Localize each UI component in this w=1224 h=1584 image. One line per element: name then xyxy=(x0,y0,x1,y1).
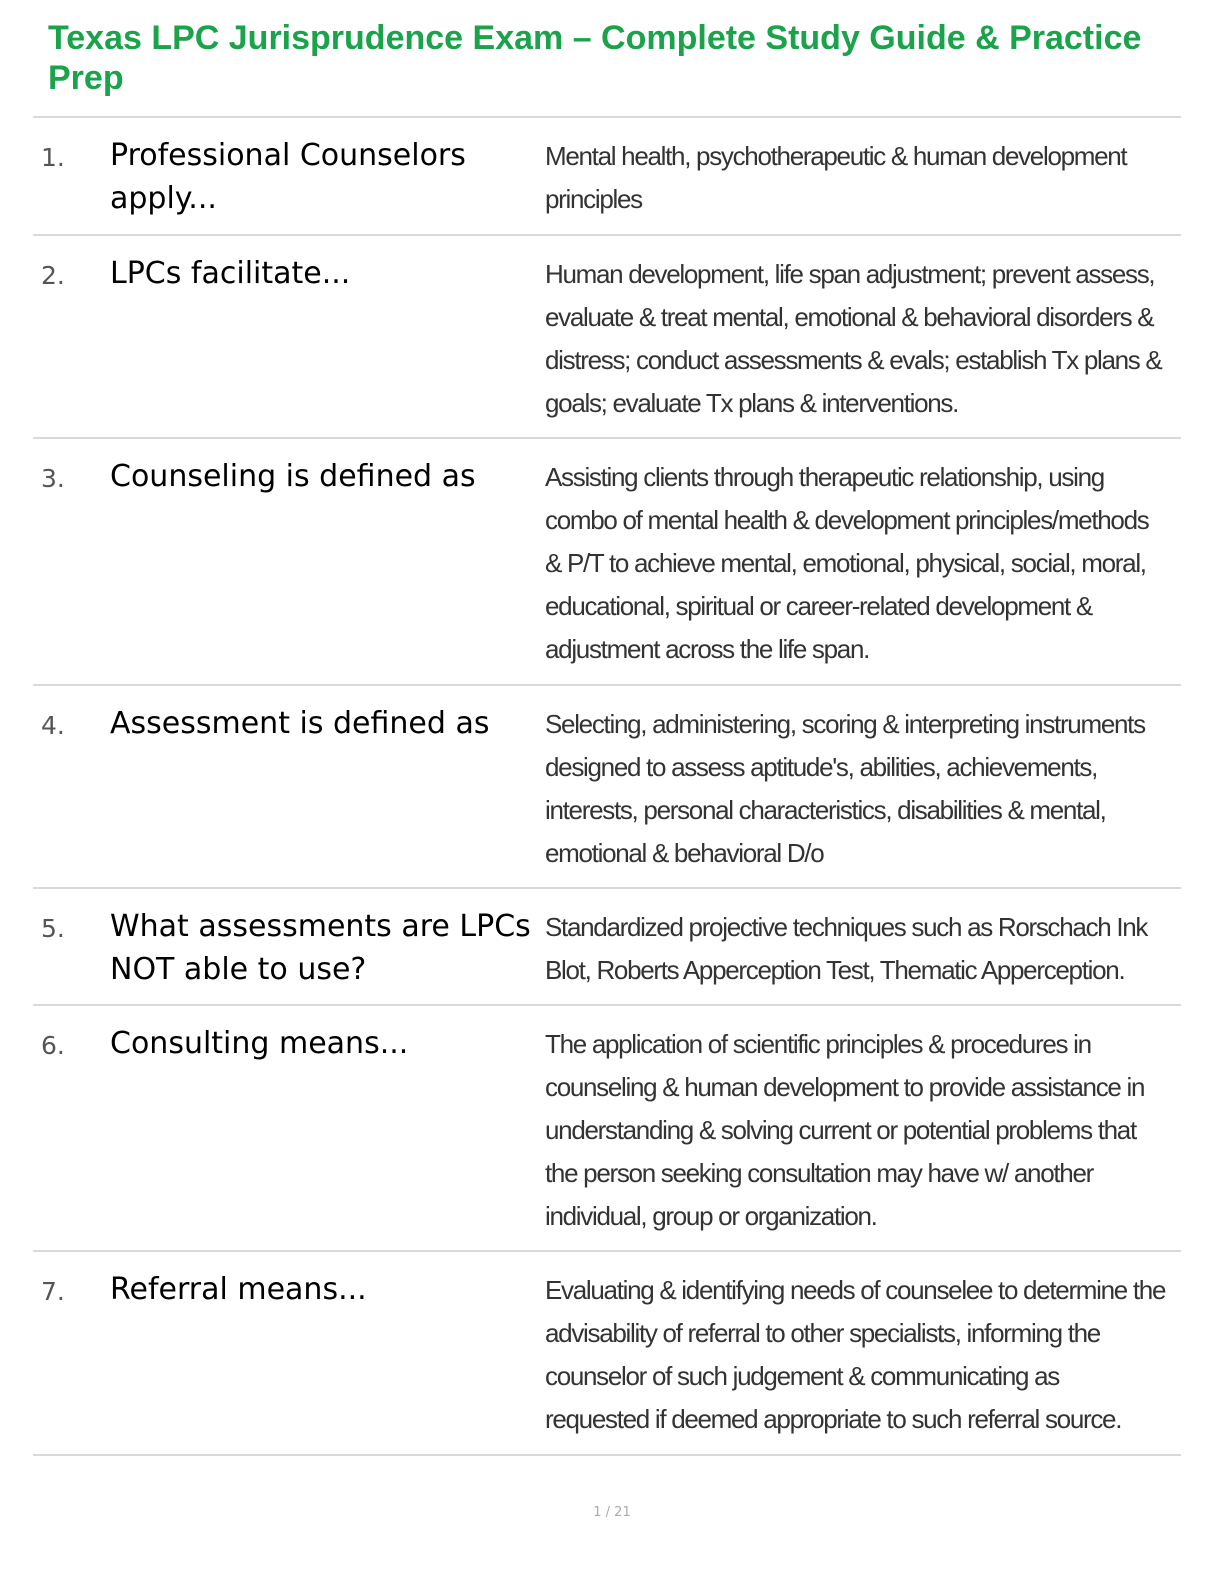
card-number: 4. xyxy=(41,711,65,740)
flashcard-row xyxy=(33,889,1181,1006)
card-number: 5. xyxy=(41,914,65,943)
card-number: 2. xyxy=(41,261,65,290)
card-definition: Evaluating & identifying needs of counselee to determine the advisability of referral to other specialists, informing the counselor of such judgement & communicating as requested if deemed appropriate to such referral source. xyxy=(545,1275,1166,1434)
card-number: 3. xyxy=(41,464,65,493)
card-definition: Standardized projective techniques such as Rorschach Ink Blot, Roberts Apperception Test, Thematic Apperception. xyxy=(545,912,1148,985)
flashcard-row xyxy=(33,686,1181,889)
flashcard-row xyxy=(33,118,1181,236)
flashcard-row xyxy=(33,1006,1181,1252)
flashcard-list xyxy=(33,116,1181,1456)
flashcard-row xyxy=(33,439,1181,686)
card-term: What assessments are LPCs NOT able to use? xyxy=(110,909,531,987)
card-definition: The application of scientific principles & procedures in counseling & human development to provide assistance in understanding & solving current or potential problems that the person seeking consultation may have w/ another individual, group or organization. xyxy=(545,1029,1145,1231)
card-number: 7. xyxy=(41,1277,65,1306)
card-term: Consulting means... xyxy=(110,1026,409,1061)
card-number: 1. xyxy=(41,143,65,172)
card-term: LPCs facilitate... xyxy=(110,256,351,291)
card-definition: Human development, life span adjustment; prevent assess, evaluate & treat mental, emotional & behavioral disorders & distress; conduct assessments & evals; establish Tx plans & goals; evaluate Tx plans & interventions. xyxy=(545,259,1162,418)
card-term: Referral means... xyxy=(110,1272,367,1307)
page-number: 1 / 21 xyxy=(593,1505,631,1520)
flashcard-row xyxy=(33,1252,1181,1456)
card-term: Assessment is defined as xyxy=(110,706,490,741)
card-term: Counseling is defined as xyxy=(110,459,476,494)
card-definition: Mental health, psychotherapeutic & human development principles xyxy=(545,141,1127,214)
page-title: Texas LPC Jurisprudence Exam – Complete Study Guide & Practice Prep xyxy=(48,19,1142,97)
card-number: 6. xyxy=(41,1031,65,1060)
flashcard-row xyxy=(33,236,1181,439)
card-definition: Assisting clients through therapeutic relationship, using combo of mental health & development principles/methods & P/T to achieve mental, emotional, physical, social, moral, educational, spiritual or career-related development & adjustment across the life span. xyxy=(545,462,1149,664)
card-definition: Selecting, administering, scoring & interpreting instruments designed to assess aptitude's, abilities, achievements, interests, personal characteristics, disabilities & mental, emotional & behavioral D/o xyxy=(545,709,1145,868)
card-term: Professional Counselors apply... xyxy=(110,138,466,216)
